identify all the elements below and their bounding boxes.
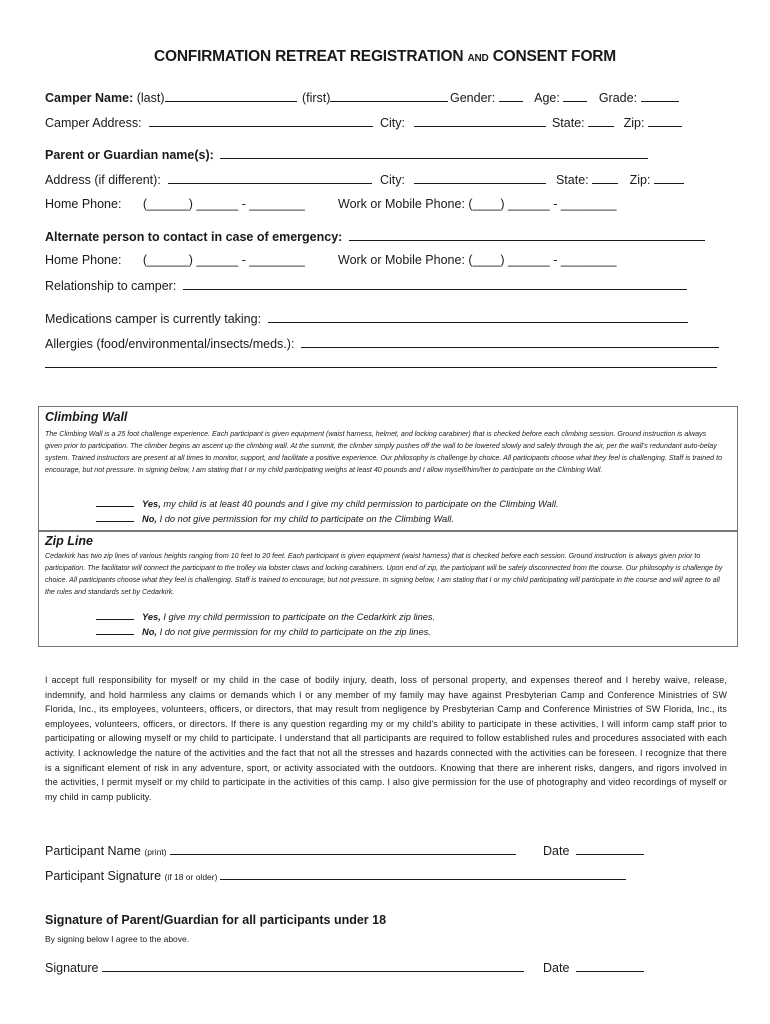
guardian-date-row: Date [543,960,644,975]
alternate-contact-row: Alternate person to contact in case of emergency: [45,229,705,244]
alternate-contact-field[interactable] [349,229,705,241]
parent-home-phone: Home Phone: (______) ______ - ________ [45,197,305,211]
liability-waiver-text: I accept full responsibility for myself or my child in the case of bodily injury, death, loss of personal property, and expenses thereof and I hereby waive, release, indemnify, and hold harmless any claims or demands which I or any member of my family may have against Presbyterian Camp and Conference Ministries of SW Florida, Inc., its employees, volunteers, officers, or directors, that may result from negligence by Presbyterian Camp and Conference Ministries of SW Florida, Inc., its employees, volunteers, officers, or directors. If there is any question regarding my or my child's ability to participate in these activities, I will inform camp staff prior to participating or allowing myself or my child to participate. I understand that all participants are required to follow established rules and procedures associated with each activity. I acknowledge the nature of the activities and the fact that not all the stresses and hazards connected with the activities can be foreseen. I recognize that there is a significant element of risk in any adventure, sport, or activity associated with the outdoors. Knowing that there are inherent risks, dangers, and rigors involved in the activities, I permit myself or my child to participate in the activities of this camp. I also give permission for the use of photography and video recordings of myself or my child in camp publicity. [45,675,727,802]
last-name-field[interactable] [165,90,297,102]
participant-date-field[interactable] [576,843,644,855]
guardian-note: By signing below I agree to the above. [45,934,190,944]
grade-field[interactable] [641,90,679,102]
guardian-signature-field[interactable] [102,960,524,972]
climbing-wall-text: The Climbing Wall is a 25 foot challenge experience. Each participant is given equipment (waist harness, helmet, and locking carabiner) that is checked before each climbing session. Ground instruction is always given prior to participation. The climber begins an ascent up the climbing wall. At the summit, the climber simply pushes off the wall to be lowered slowly and safely through the air, per the wall's redundant auto-belay system. Trained instructors are present at all times to monitor, support, and facilitate a positive experience. Our philosophy is challenge by choice. All participants choose what they feel is challenging. Staff is trained to encourage, but not pressure. In signing below, I am stating that I or my child participating weighs at least 40 pounds and I allow myself/him/her to participate on the Climbing Wall. [45,430,723,474]
guardian-heading: Signature of Parent/Guardian for all participants under 18 [45,913,387,927]
alternate-home-number[interactable]: ______ - ________ [196,253,305,267]
parent-work-area-code[interactable]: (____) [468,197,505,211]
climbing-wall-heading: Climbing Wall [45,410,128,424]
camper-city-field[interactable] [414,115,546,127]
zip-line-section [38,530,738,647]
guardian-date-field[interactable] [576,960,644,972]
medications-field[interactable] [268,311,688,323]
participant-signature-field[interactable] [220,868,626,880]
zipline-no-option[interactable]: No, I do not give permission for my child to participate on the zip lines. [96,627,431,637]
climbing-no-option[interactable]: No, I do not give permission for my child to participate on the Climbing Wall. [96,514,454,524]
participant-date-row: Date [543,843,644,858]
guardian-signature-row: Signature [45,960,524,975]
participant-signature-row: Participant Signature (if 18 or older) [45,868,626,883]
alternate-home-phone: Home Phone: (______) ______ - ________ [45,253,305,267]
alternate-work-area-code[interactable]: (____) [468,253,505,267]
parent-home-area-code[interactable]: (______) [142,197,193,211]
medications-row: Medications camper is currently taking: [45,311,688,326]
gender-age-grade: Gender: Age: Grade: [450,90,679,105]
relationship-field[interactable] [183,278,687,290]
first-name-field[interactable] [330,90,448,102]
relationship-row: Relationship to camper: [45,278,687,293]
parent-city-field[interactable] [414,172,546,184]
allergies-row: Allergies (food/environmental/insects/meds.): [45,336,719,351]
zipline-no-blank[interactable] [96,634,134,635]
parent-address-row: Address (if different): [45,172,372,187]
allergies-field[interactable] [301,336,719,348]
zipline-yes-option[interactable]: Yes, I give my child permission to participate on the Cedarkirk zip lines. [96,612,435,622]
parent-work-number[interactable]: ______ - ________ [508,197,617,211]
climbing-yes-option[interactable]: Yes, my child is at least 40 pounds and I give my child permission to participate on the Climbing Wall. [96,499,559,509]
alternate-home-area-code[interactable]: (______) [142,253,193,267]
camper-name-label: Camper Name: [45,91,134,105]
camper-zip-field[interactable] [648,115,682,127]
participant-name-row: Participant Name (print) [45,843,516,858]
climbing-no-blank[interactable] [96,521,134,522]
climbing-yes-blank[interactable] [96,506,134,507]
camper-name-row: Camper Name: (last) (first) [45,90,448,105]
zip-line-heading: Zip Line [45,534,93,548]
parent-name-field[interactable] [220,147,648,159]
age-field[interactable] [563,90,587,102]
participant-name-field[interactable] [170,843,516,855]
gender-field[interactable] [499,90,523,102]
parent-zip-field[interactable] [654,172,684,184]
parent-state-field[interactable] [592,172,618,184]
camper-address-field[interactable] [149,115,373,127]
camper-address-row: Camper Address: [45,115,373,130]
parent-work-phone: Work or Mobile Phone: (____) ______ - ________ [338,197,617,211]
parent-city-state-zip: City: State: Zip: [380,172,684,187]
parent-address-field[interactable] [168,172,372,184]
camper-state-field[interactable] [588,115,614,127]
parent-home-number[interactable]: ______ - ________ [196,197,305,211]
zip-line-text: Cedarkirk has two zip lines of various heights ranging from 10 feet to 20 feet. Each participant is given equipment (waist harness) that is checked before each session. Ground instruction is always given prior to participation. The facilitator will connect the participant to the trolley via lobster claws and locking carabiners. Upon end of zip, the participant will be safely disconnected from the course. Our philosophy is challenge by choice. All participants choose what they feel is challenging. Staff is trained to encourage, but not pressure. In signing below, I am stating that I or my child participating will participate in the course and will agree to all the rules and standards set by Cedarkirk. [45,552,723,596]
parent-name-row: Parent or Guardian name(s): [45,147,648,162]
zipline-yes-blank[interactable] [96,619,134,620]
form-title: CONFIRMATION RETREAT REGISTRATION AND CONSENT FORM [153,48,617,65]
alternate-work-number[interactable]: ______ - ________ [508,253,617,267]
climbing-wall-section [38,406,738,532]
alternate-work-phone: Work or Mobile Phone: (____) ______ - ________ [338,253,617,267]
camper-city-state-zip: City: State: Zip: [380,115,682,130]
allergies-continuation-field[interactable] [45,357,717,368]
